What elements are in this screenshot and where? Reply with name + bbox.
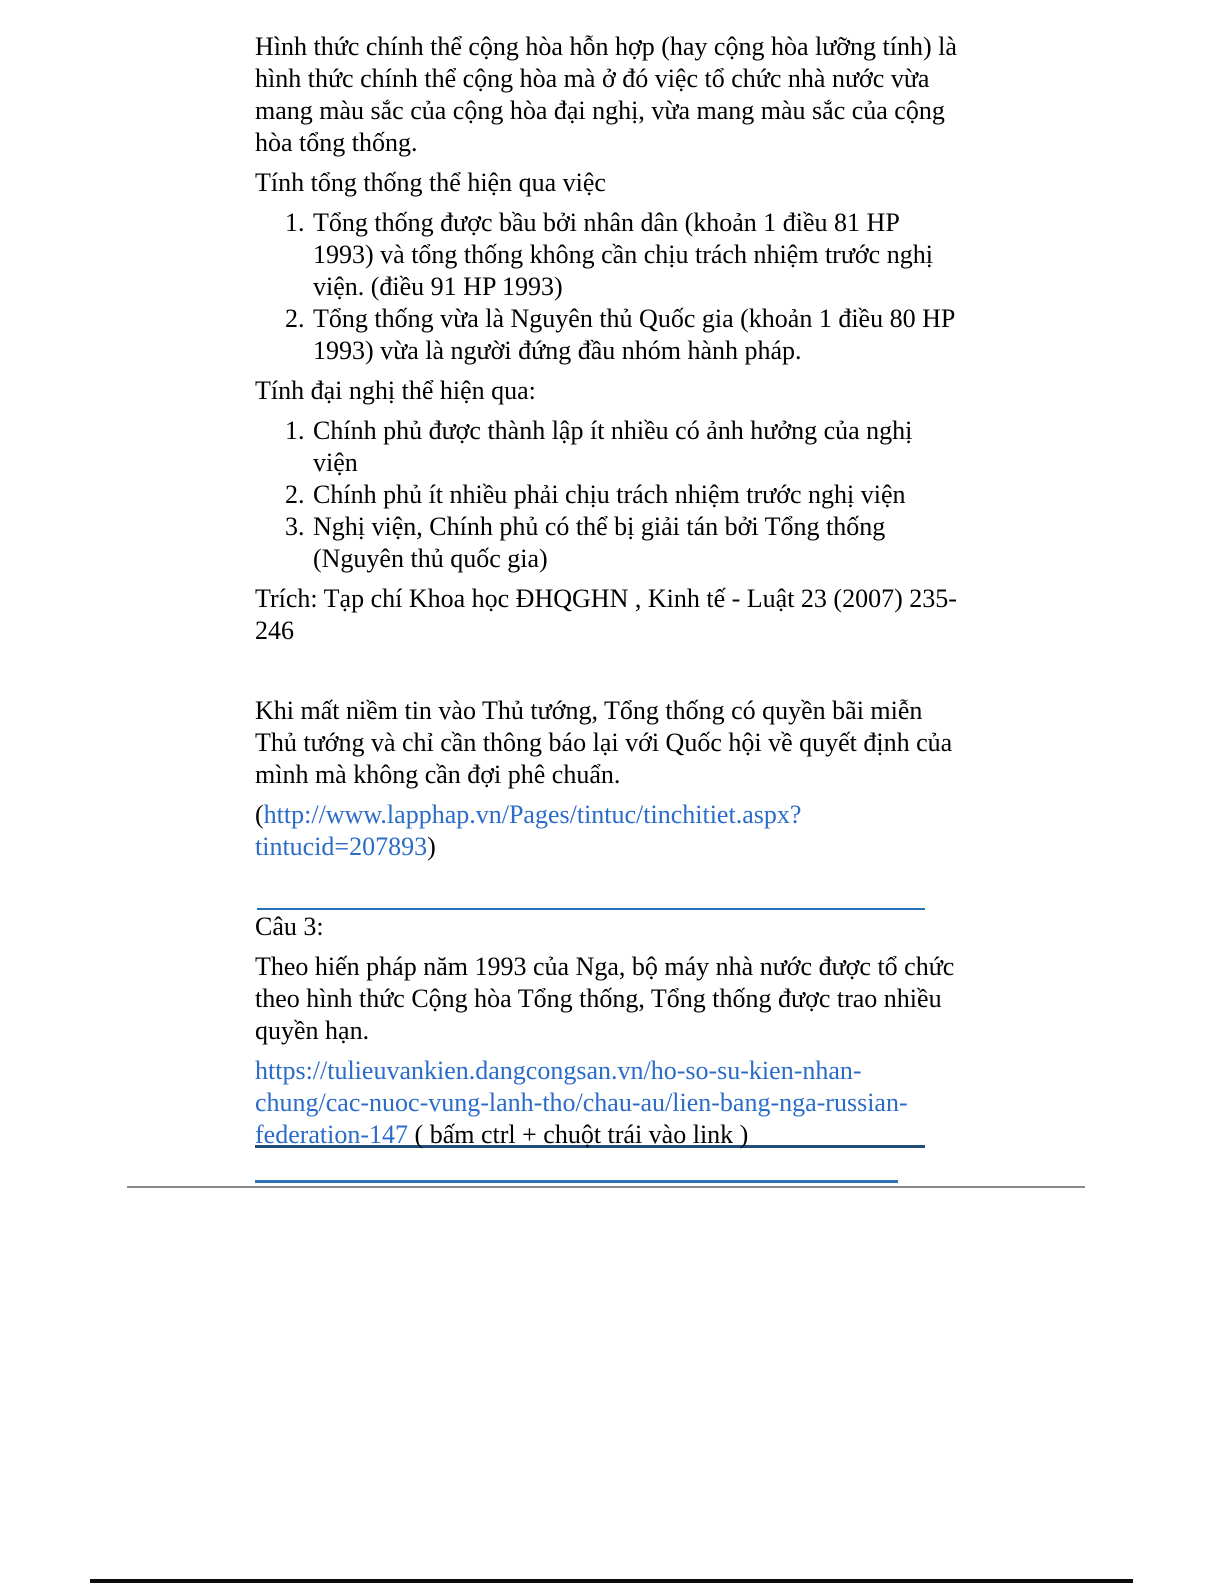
citation-paragraph: Trích: Tạp chí Khoa học ĐHQGHN , Kinh tế - Luật 23 (2007) 235-246 [255, 584, 957, 645]
lapphap-link[interactable]: http://www.lapphap.vn/Pages/tintuc/tinchitiet.aspx?tintucid=207893 [255, 800, 802, 861]
russia-intro-paragraph: Theo hiến pháp năm 1993 của Nga, bộ máy nhà nước được tổ chức theo hình thức Cộng hòa Tổng thống, Tổng thống được trao nhiều quyền hạn. [255, 952, 955, 1045]
parliamentary-list [255, 415, 960, 575]
cau3-heading [255, 911, 960, 943]
blank-line [255, 655, 960, 695]
document-content [255, 31, 960, 1183]
list-item-number: 3. [285, 512, 305, 541]
section-divider-rule [127, 1186, 1085, 1188]
cau3-label: Câu 3: [255, 912, 324, 941]
page-bottom-rule [90, 1579, 1133, 1583]
list-item-text: Chính phủ được thành lập ít nhiều có ảnh hưởng của nghị viện [313, 416, 913, 477]
president-power-paragraph: Khi mất niềm tin vào Thủ tướng, Tổng thống có quyền bãi miễn Thủ tướng và chỉ cần thông báo lại với Quốc hội về quyết định của mình mà không cần đợi phê chuẩn. [255, 696, 953, 789]
list-item-number: 2. [285, 480, 305, 509]
presidential-lead-paragraph: Tính tổng thống thể hiện qua việc [255, 168, 606, 197]
dangcongsan-link[interactable]: https://tulieuvankien.dangcongsan.vn/ho-so-su-kien-nhan-chung/cac-nuoc-vung-lanh-tho/chau-au/lien-bang-nga-russian-federation-147 [255, 1056, 908, 1149]
list-item-number: 2. [285, 304, 305, 333]
list-item-number: 1. [285, 208, 305, 237]
cau3-top-rule [257, 908, 925, 910]
list-item-text: Chính phủ ít nhiều phải chịu trách nhiệm trước nghị viện [313, 480, 906, 509]
presidential-list [255, 207, 960, 367]
list-item-number: 1. [285, 416, 305, 445]
link-instruction-text: ( bấm ctrl + chuột trái vào link ) [408, 1120, 749, 1149]
list-item-text: Nghị viện, Chính phủ có thể bị giải tán bởi Tổng thống (Nguyên thủ quốc gia) [313, 512, 886, 573]
dangcongsan-link-paragraph [255, 1055, 960, 1151]
lapphap-link-paragraph [255, 799, 960, 863]
list-item [255, 479, 960, 511]
list-item-text: Tổng thống được bầu bởi nhân dân (khoản 1 điều 81 HP 1993) và tổng thống không cần chịu trách nhiệm trước nghị viện. (điều 91 HP 1993) [313, 208, 933, 301]
list-item [255, 511, 960, 575]
parliamentary-lead-paragraph: Tính đại nghị thể hiện qua: [255, 376, 536, 405]
empty-link-rule [255, 1180, 898, 1183]
open-paren: ( [255, 800, 264, 829]
list-item-text: Tổng thống vừa là Nguyên thủ Quốc gia (khoản 1 điều 80 HP 1993) vừa là người đứng đầu nhóm hành pháp. [313, 304, 955, 365]
close-paren: ) [427, 832, 436, 861]
blank-line [255, 871, 960, 911]
intro-paragraph: Hình thức chính thể cộng hòa hỗn hợp (hay cộng hòa lưỡng tính) là hình thức chính thể cộng hòa mà ở đó việc tổ chức nhà nước vừa mang màu sắc của cộng hòa đại nghị, vừa mang màu sắc của cộng hòa tổng thống. [255, 32, 957, 157]
list-item [255, 207, 960, 303]
list-item [255, 303, 960, 367]
list-item [255, 415, 960, 479]
